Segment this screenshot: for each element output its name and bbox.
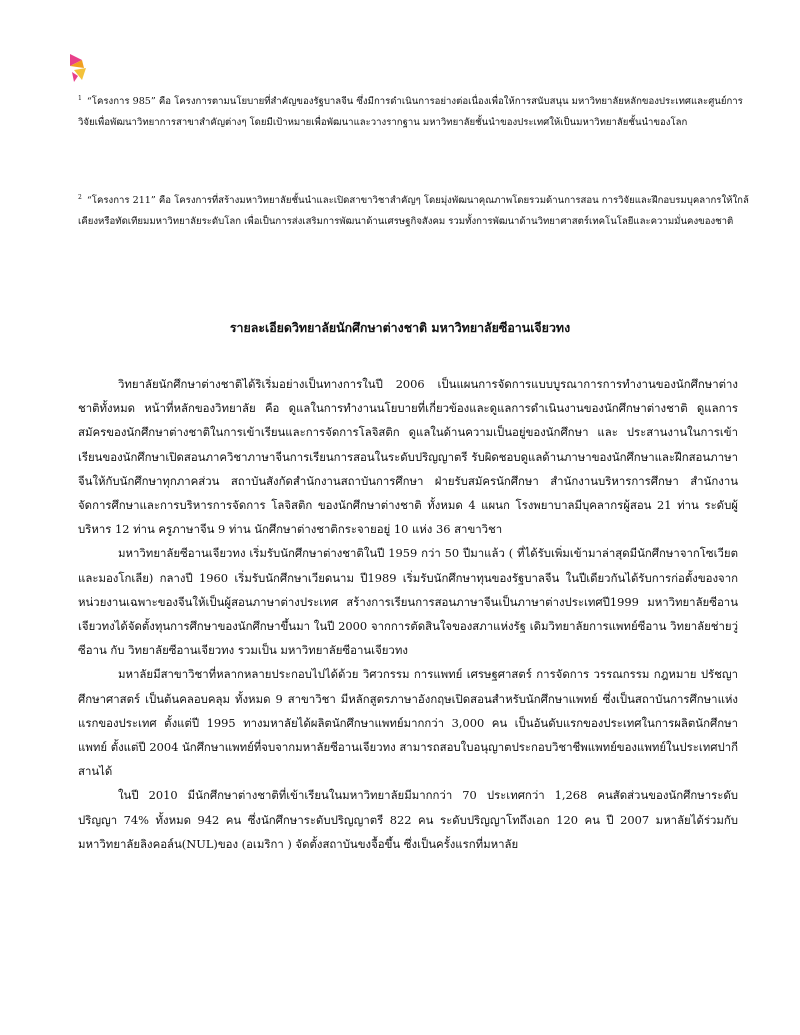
page-title: รายละเอียดวิทยาลัยนักศึกษาต่างชาติ มหาวิทยาลัยซีอานเจียวทง: [229, 320, 571, 335]
footnote-marker: 1: [78, 95, 82, 102]
document-body: [78, 372, 738, 856]
footnote-2: [78, 187, 758, 232]
logo-icon: [68, 52, 90, 86]
footnote-1: [78, 88, 758, 133]
paragraph: วิทยาลัยนักศึกษาต่างชาติได้ริเริ่มอย่างเป็นทางการในปี 2006 เป็นแผนการจัดการแบบบูรณาการการทำงานของนักศึกษาต่างชาติทั้งหมด หน้าที่หลักของวิทยาลัย คือ ดูแลในการทำงานนโยบายที่เกี่ยวข้องและดูแลการดำเนินงานของนักศึกษาต่างชาติ ดูแลการสมัครของนักศึกษาต่างชาติในการเข้าเรียนและการจัดการโลจิสติก ดูแลในด้านความเป็นอยู่ของนักศึกษา และ ประสานงานในการเข้าเรียนของนักศึกษาเปิดสอนภาควิชาภาษาจีนการเรียนการสอนในระดับปริญญาตรี รับผิดชอบดูแลด้านภาษาของนักศึกษาและฝึกสอนภาษาจีนให้กับนักศึกษาทุกภาคส่วน สถาบันสังกัดสำนักงานสถาบันการศึกษา ฝ่ายรับสมัครนักศึกษา สำนักงานบริหารการศึกษา สำนักงานจัดการศึกษาและการบริหารการจัดการ โลจิสติก ของนักศึกษาต่างชาติ ทั้งหมด 4 แผนก โรงพยาบาลมีบุคลากรผู้สอน 21 ท่าน ระดับผู้บริหาร 12 ท่าน ครูภาษาจีน 9 ท่าน นักศึกษาต่างชาติกระจายอยู่ 10 แห่ง 36 สาขาวิชา: [78, 377, 738, 537]
footnote-marker: 2: [78, 194, 82, 201]
paragraph: ในปี 2010 มีนักศึกษาต่างชาติที่เข้าเรียนในมหาวิทยาลัยมีมากกว่า 70 ประเทศกว่า 1,268 คนสัดส่วนของนักศึกษาระดับปริญญา 74% ทั้งหมด 942 คน ซึ่งนักศึกษาระดับปริญญาตรี 822 คน ระดับปริญญาโทถึงเอก 120 คน ปี 2007 มหาลัยได้ร่วมกับมหาวิทยาลัยลิงคอล์น(NUL)ของ (อเมริกา ) จัดตั้งสถาบันขงจื้อขึ้น ซึ่งเป็นครั้งแรกที่มหาลัย: [78, 788, 738, 851]
footnote-text: “โครงการ 211” คือ โครงการที่สร้างมหาวิทยาลัยชั้นนำและเปิดสาขาวิชาสำคัญๆ โดยมุ่งพัฒนาคุณภาพโดยรวมด้านการสอน การวิจัยและฝึกอบรมบุคลากรให้ใกล้เคียงหรือทัดเทียมมหาวิทยาลัยระดับโลก เพื่อเป็นการส่งเสริมการพัฒนาด้านเศรษฐกิจสังคม รวมทั้งการพัฒนาด้านวิทยาศาสตร์เทคโนโลยีและความมั่นคงของชาติ: [78, 195, 749, 227]
paragraph: มหาวิทยาลัยซีอานเจียวทง เริ่มรับนักศึกษาต่างชาติในปี 1959 กว่า 50 ปีมาแล้ว ( ที่ได้รับเพิ่มเข้ามาล่าสุดมีนักศึกษาจากโซเวียตและมองโกเลีย) กลางปี 1960 เริ่มรับนักศึกษาเวียดนาม ปี1989 เริ่มรับนักศึกษาทุนของรัฐบาลจีน ในปีเดียวกันได้รับการก่อตั้งของจากหน่วยงานเฉพาะของจีนให้เป็นผู้สอนภาษาต่างประเทศ สร้างการเรียนการสอนภาษาจีนเป็นภาษาต่างประเทศปี1999 มหาวิทยาลัยซีอานเจียวทงได้จัดตั้งทุนการศึกษาของนักศึกษาขึ้นมา ในปี 2000 จากการตัดสินใจของสภาแห่งรัฐ เดิมวิทยาลัยการแพทย์ซีอาน วิทยาลัยช่ายวู่ซีอาน กับ วิทยาลัยซีอานเจียวทง รวมเป็น มหาวิทยาลัยซีอานเจียวทง: [78, 546, 738, 658]
paragraph: มหาลัยมีสาขาวิชาที่หลากหลายประกอบไปได้ด้วย วิศวกรรม การแพทย์ เศรษฐศาสตร์ การจัดการ วรรณกรรม กฎหมาย ปรัชญา ศึกษาศาสตร์ เป็นต้นคลอบคลุม ทั้งหมด 9 สาขาวิชา มีหลักสูตรภาษาอังกฤษเปิดสอนสำหรับนักศึกษาแพทย์ ซึ่งเป็นสถาบันการศึกษาแห่งแรกของประเทศ ตั้งแต่ปี 1995 ทางมหาลัยได้ผลิตนักศึกษาแพทย์มากกว่า 3,000 คน เป็นอันดับแรกของประเทศในการผลิตนักศึกษาแพทย์ ตั้งแต่ปี 2004 นักศึกษาแพทย์ที่จบจากมหาลัยซีอานเจียวทง สามารถสอบใบอนุญาตประกอบวิชาชีพแพทย์ของแพทย์ในประเทศปากีสานได้: [78, 667, 738, 779]
footnote-text: “โครงการ 985” คือ โครงการตามนโยบายที่สำคัญของรัฐบาลจีน ซึ่งมีการดำเนินการอย่างต่อเนื่องเพื่อให้การสนับสนุน มหาวิทยาลัยหลักของประเทศและศูนย์การวิจัยเพื่อพัฒนาวิทยาการสาขาสำคัญต่างๆ โดยมีเป้าหมายเพื่อพัฒนาและวางรากฐาน มหาวิทยาลัยชั้นนำของประเทศให้เป็นมหาวิทยาลัยชั้นนำของโลก: [78, 96, 743, 128]
